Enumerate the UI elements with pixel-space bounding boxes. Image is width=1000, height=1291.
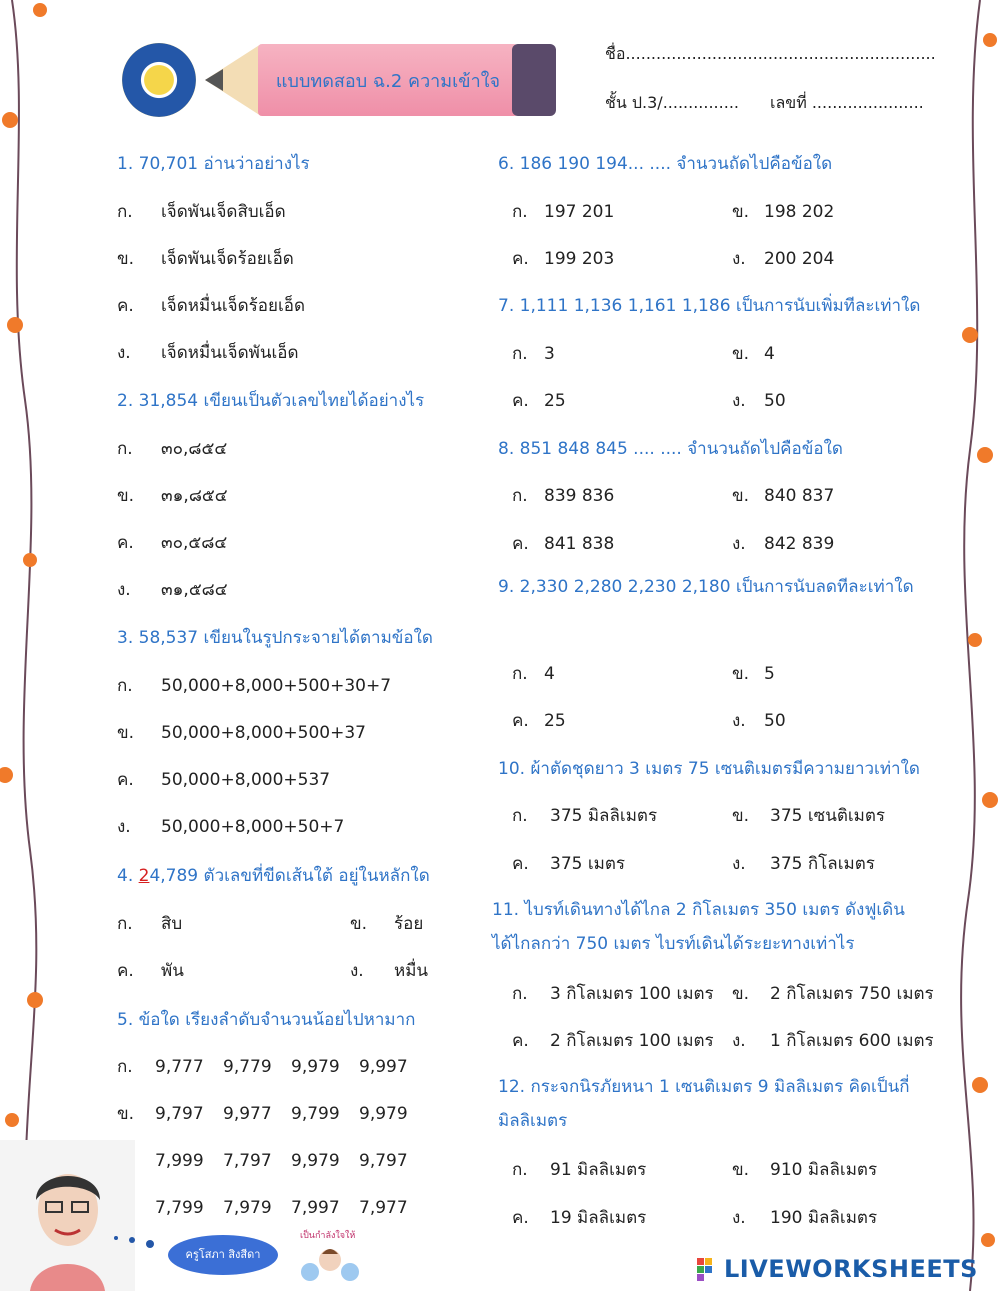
school-logo [122, 43, 196, 117]
option-letter: ค. [512, 391, 529, 411]
q5-option-d[interactable] [117, 1194, 427, 1221]
option-text: 2 กิโลเมตร 100 เมตร [550, 1031, 714, 1051]
option-letter: ค. [117, 533, 134, 553]
left-vine-decoration [0, 0, 60, 1291]
option-text: 4 [544, 664, 555, 684]
option-letter: ง. [732, 1208, 746, 1228]
q9-option-a[interactable] [512, 660, 555, 687]
option-number: 9,777 [155, 1057, 204, 1077]
q12-option-c[interactable] [512, 1204, 646, 1231]
q2-option-d[interactable] [117, 576, 228, 603]
q11-option-b[interactable] [732, 980, 934, 1007]
option-text: 842 839 [764, 534, 835, 554]
option-text: ร้อย [394, 914, 424, 934]
option-text: 50,000+8,000+50+7 [161, 817, 345, 837]
option-number: 9,979 [291, 1057, 340, 1077]
sticker-text: เป็นกำลังใจให้ [300, 1231, 356, 1241]
option-text: 19 มิลลิเมตร [550, 1208, 647, 1228]
question-1: 1. 70,701 อ่านว่าอย่างไร [117, 154, 310, 174]
q6-option-b[interactable] [732, 198, 834, 225]
question-2: 2. 31,854 เขียนเป็นตัวเลขไทยได้อย่างไร [117, 391, 425, 411]
option-text: ๓๑,๘๕๔ [161, 486, 228, 506]
question-3: 3. 58,537 เขียนในรูปกระจายได้ตามข้อใด [117, 628, 433, 648]
option-letter: ก. [117, 1057, 133, 1077]
q4-option-d[interactable] [350, 957, 428, 984]
option-letter: ง. [732, 534, 746, 554]
option-letter: ข. [732, 486, 750, 506]
option-text: 375 กิโลเมตร [770, 854, 875, 874]
option-text: 50,000+8,000+500+30+7 [161, 676, 392, 696]
q9-option-d[interactable] [732, 707, 786, 734]
option-text: เจ็ดหมื่นเจ็ดร้อยเอ็ด [161, 296, 306, 316]
right-vine-decoration [940, 0, 1000, 1291]
q6-option-c[interactable] [512, 245, 614, 272]
q12-option-a[interactable] [512, 1156, 646, 1183]
q2-option-b[interactable] [117, 482, 228, 509]
option-text: พัน [161, 961, 184, 981]
option-letter: ง. [732, 854, 746, 874]
option-letter: ค. [117, 296, 134, 316]
option-letter: ค. [512, 1208, 529, 1228]
option-number: 9,797 [359, 1151, 408, 1171]
option-text: 25 [544, 391, 566, 411]
question-12: 12. กระจกนิรภัยหนา 1 เซนติเมตร 9 มิลลิเมตร คิดเป็นกี่มิลลิเมตร [498, 1077, 910, 1131]
option-letter: ง. [350, 961, 364, 981]
question-10: 10. ผ้าตัดชุดยาว 3 เมตร 75 เซนติเมตรมีความยาวเท่าใด [498, 759, 920, 779]
option-letter: ก. [512, 664, 528, 684]
q12-option-b[interactable] [732, 1156, 877, 1183]
q1-option-c[interactable] [117, 292, 305, 319]
option-text: เจ็ดหมื่นเจ็ดพันเอ็ด [161, 343, 299, 363]
option-text: 841 838 [544, 534, 615, 554]
option-text: 375 มิลลิเมตร [550, 806, 658, 826]
option-letter: ง. [117, 343, 131, 363]
q8-option-b[interactable] [732, 482, 834, 509]
option-letter: ข. [117, 1104, 135, 1124]
q9-option-b[interactable] [732, 660, 775, 687]
option-text: 50,000+8,000+500+37 [161, 723, 366, 743]
q6-option-d[interactable] [732, 245, 834, 272]
q12-option-d[interactable] [732, 1204, 877, 1231]
q4-option-c[interactable] [117, 957, 184, 984]
q1-option-d[interactable] [117, 339, 299, 366]
question-8: 8. 851 848 845 .... .... จำนวนถัดไปคือข้อใด [498, 439, 843, 459]
option-letter: ข. [732, 202, 750, 222]
question-9: 9. 2,330 2,280 2,230 2,180 เป็นการนับลดทีละเท่าใด [498, 577, 914, 597]
option-number: 9,797 [155, 1104, 204, 1124]
q2-option-c[interactable] [117, 529, 227, 556]
q8-option-a[interactable] [512, 482, 614, 509]
option-text: 190 มิลลิเมตร [770, 1208, 878, 1228]
q3-option-b[interactable] [117, 719, 366, 746]
q8-option-d[interactable] [732, 530, 834, 557]
class-field[interactable]: ชั้น ป.3/............... [605, 93, 739, 112]
option-letter: ง. [117, 817, 131, 837]
option-text: 50 [764, 391, 786, 411]
option-letter: ก. [512, 486, 528, 506]
option-text: 2 กิโลเมตร 750 เมตร [770, 984, 934, 1004]
option-text: เจ็ดพันเจ็ดร้อยเอ็ด [161, 249, 294, 269]
option-text: หมื่น [394, 961, 429, 981]
option-text: 3 กิโลเมตร 100 เมตร [550, 984, 714, 1004]
dots-decoration [110, 1230, 160, 1250]
option-letter: ค. [117, 770, 134, 790]
option-letter: ค. [512, 249, 529, 269]
underlined-digit: 2 [138, 866, 150, 886]
option-number: 9,779 [223, 1057, 272, 1077]
brand-logo-text: LIVEWORKSHEETS [724, 1255, 978, 1283]
q1-option-b[interactable] [117, 245, 294, 272]
q10-option-d[interactable] [732, 850, 875, 877]
option-letter: ก. [117, 202, 133, 222]
option-letter: ค. [512, 711, 529, 731]
option-letter: ข. [117, 486, 135, 506]
option-text: 840 837 [764, 486, 835, 506]
option-text: 198 202 [764, 202, 835, 222]
option-text: 375 เซนติเมตร [770, 806, 886, 826]
cheerleader-icon [300, 1242, 360, 1282]
option-text: 1 กิโลเมตร 600 เมตร [770, 1031, 934, 1051]
pencil-eraser [512, 44, 556, 116]
option-number: 9,799 [291, 1104, 340, 1124]
question-4-text: 4,789 ตัวเลขที่ขีดเส้นใต้ อยู่ในหลักใด [149, 866, 430, 886]
option-text: ๓๑,๕๘๔ [161, 580, 228, 600]
q10-option-b[interactable] [732, 802, 885, 829]
option-text: ๓๐,๕๘๔ [161, 533, 228, 553]
option-letter: ข. [732, 1160, 750, 1180]
q10-option-a[interactable] [512, 802, 657, 829]
option-number: 9,977 [223, 1104, 272, 1124]
option-letter: ค. [117, 961, 134, 981]
q7-option-c[interactable] [512, 387, 566, 414]
teacher-avatar [0, 1140, 135, 1291]
option-letter: ก. [117, 914, 133, 934]
option-text: 200 204 [764, 249, 835, 269]
option-text: 839 836 [544, 486, 615, 506]
page-title: แบบทดสอบ ฉ.2 ความเข้าใจ [275, 71, 501, 92]
q9-option-c[interactable] [512, 707, 566, 734]
option-text: 50 [764, 711, 786, 731]
option-letter: ก. [512, 1160, 528, 1180]
pencil-tip-icon [205, 44, 261, 116]
q3-option-d[interactable] [117, 813, 344, 840]
q4-option-a[interactable] [117, 910, 182, 937]
question-6: 6. 186 190 194... .... จำนวนถัดไปคือข้อใด [498, 154, 833, 174]
option-letter: ข. [117, 723, 135, 743]
option-letter: ค. [512, 534, 529, 554]
option-letter: ข. [732, 664, 750, 684]
option-letter: ง. [117, 580, 131, 600]
option-text: 910 มิลลิเมตร [770, 1160, 878, 1180]
option-text: 197 201 [544, 202, 615, 222]
option-number: 9,997 [359, 1057, 408, 1077]
option-number: 9,979 [291, 1151, 340, 1171]
q6-option-a[interactable] [512, 198, 614, 225]
option-text: 50,000+8,000+537 [161, 770, 331, 790]
option-letter: ง. [732, 1031, 746, 1051]
liveworksheets-logo-icon [697, 1258, 721, 1282]
q10-option-c[interactable] [512, 850, 625, 877]
option-letter: ง. [732, 711, 746, 731]
q11-option-a[interactable] [512, 980, 714, 1007]
option-number: 7,979 [223, 1198, 272, 1218]
q7-option-b[interactable] [732, 340, 775, 367]
q1-option-a[interactable] [117, 198, 286, 225]
option-text: 375 เมตร [550, 854, 626, 874]
option-number: 7,997 [291, 1198, 340, 1218]
option-text: 4 [764, 344, 775, 364]
question-4-number: 4. [117, 866, 139, 886]
option-letter: ง. [732, 391, 746, 411]
question-7: 7. 1,111 1,136 1,161 1,186 เป็นการนับเพิ่มทีละเท่าใด [498, 296, 921, 316]
teacher-name-badge: ครูโสภา สิงสีดา [168, 1235, 278, 1275]
option-text: 25 [544, 711, 566, 731]
option-number: 7,797 [223, 1151, 272, 1171]
option-letter: ก. [512, 344, 528, 364]
option-number: 9,979 [359, 1104, 408, 1124]
student-name-field[interactable]: ชื่อ............................................................. [605, 44, 936, 63]
option-letter: ก. [117, 439, 133, 459]
student-number-field[interactable]: เลขที่ ...................... [770, 93, 924, 112]
option-letter: ค. [512, 1031, 529, 1051]
q7-option-d[interactable] [732, 387, 786, 414]
q7-option-a[interactable] [512, 340, 555, 367]
q4-option-b[interactable] [350, 910, 423, 937]
q5-option-c[interactable] [117, 1147, 427, 1174]
option-letter: ก. [512, 202, 528, 222]
option-number: 7,999 [155, 1151, 204, 1171]
q2-option-a[interactable] [117, 435, 227, 462]
question-5: 5. ข้อใด เรียงลำดับจำนวนน้อยไปหามาก [117, 1010, 416, 1030]
q11-option-c[interactable] [512, 1027, 714, 1054]
q5-option-a[interactable] [117, 1053, 427, 1080]
q5-option-b[interactable] [117, 1100, 427, 1127]
q3-option-a[interactable] [117, 672, 391, 699]
option-text: 91 มิลลิเมตร [550, 1160, 647, 1180]
option-text: 5 [764, 664, 775, 684]
option-letter: ค. [512, 854, 529, 874]
option-number: 7,977 [359, 1198, 408, 1218]
option-text: 3 [544, 344, 555, 364]
q11-option-d[interactable] [732, 1027, 934, 1054]
q8-option-c[interactable] [512, 530, 614, 557]
option-text: 199 203 [544, 249, 615, 269]
question-11: 11. ไบรท์เดินทางได้ไกล 2 กิโลเมตร 350 เมตร ดังฟูเดินได้ไกลกว่า 750 เมตร ไบรท์เดินได้ระยะทางเท่าไร [492, 900, 905, 954]
option-letter: ข. [117, 249, 135, 269]
option-text: ๓๐,๘๕๔ [161, 439, 228, 459]
question-4 [117, 862, 430, 889]
option-letter: ข. [350, 914, 368, 934]
encouragement-sticker [300, 1228, 360, 1283]
option-letter: ง. [732, 249, 746, 269]
option-text: สิบ [161, 914, 183, 934]
option-letter: ข. [732, 806, 750, 826]
option-text: เจ็ดพันเจ็ดสิบเอ็ด [161, 202, 286, 222]
option-letter: ข. [732, 984, 750, 1004]
option-letter: ก. [512, 984, 528, 1004]
option-letter: ก. [512, 806, 528, 826]
option-letter: ข. [732, 344, 750, 364]
option-letter: ก. [117, 676, 133, 696]
option-number: 7,799 [155, 1198, 204, 1218]
q3-option-c[interactable] [117, 766, 330, 793]
